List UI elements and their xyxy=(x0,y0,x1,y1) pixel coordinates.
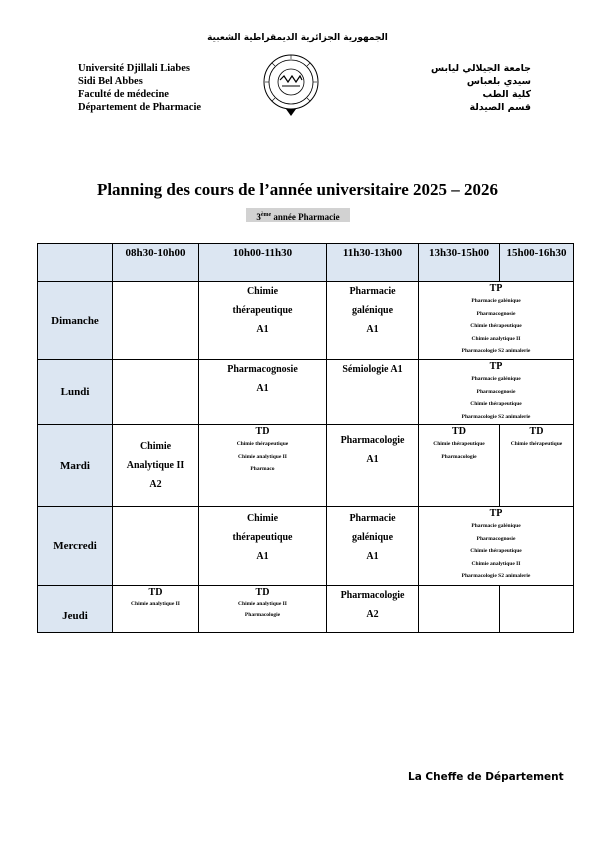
td-item: Pharmaco xyxy=(250,466,275,472)
university-seal-logo xyxy=(258,50,324,118)
td-item: Pharmacologie xyxy=(441,453,477,460)
university-name-ar: جامعة الجيلالي ليابس xyxy=(431,63,531,74)
td-cell xyxy=(113,586,199,633)
tp-item: Chimie thérapeutique xyxy=(470,323,522,329)
tp-item: Pharmacie galénique xyxy=(471,298,521,304)
tp-item: Chimie analytique II xyxy=(471,560,521,567)
city-name-ar: سيدي بلعباس xyxy=(466,76,531,87)
course-room: A1 xyxy=(366,454,379,465)
course-cell xyxy=(327,425,419,507)
slot-header: 08h30-10h00 xyxy=(113,244,199,282)
department-name: Département de Pharmacie xyxy=(78,102,202,113)
td-cell xyxy=(199,586,327,633)
course-line: galénique xyxy=(351,532,394,543)
table-header-row xyxy=(38,244,574,282)
table-row xyxy=(38,282,574,360)
course-line: Chimie xyxy=(246,513,279,524)
day-label: Mardi xyxy=(38,425,113,507)
td-item: Chimie thérapeutique xyxy=(433,441,485,447)
td-item: Chimie thérapeutique xyxy=(510,441,563,447)
tp-label: TP xyxy=(489,361,503,372)
day-label: Jeudi xyxy=(38,586,113,633)
course-line: galénique xyxy=(351,305,394,316)
course-line: Pharmacie xyxy=(349,286,396,297)
tp-item: Pharmacognosie xyxy=(476,388,516,395)
department-name-ar: قسم الصيدلة xyxy=(469,102,531,113)
empty-cell xyxy=(113,360,199,425)
course-room: A2 xyxy=(149,479,162,490)
tp-label: TP xyxy=(489,508,503,519)
slot-header: 11h30-13h00 xyxy=(327,244,419,282)
tp-item: Chimie thérapeutique xyxy=(470,548,522,554)
course-cell xyxy=(199,507,327,586)
empty-cell xyxy=(113,282,199,360)
subtitle-badge xyxy=(246,208,350,222)
td-item: Chimie analytique II xyxy=(131,601,180,607)
td-item: Chimie analytique II xyxy=(238,601,287,607)
tp-item: Pharmacie galénique xyxy=(471,523,521,529)
tp-item: Pharmacognosie xyxy=(476,310,516,317)
course-room: A1 xyxy=(366,324,379,335)
td-label: TD xyxy=(148,587,163,598)
td-label: TD xyxy=(452,426,466,437)
course-line: Chimie xyxy=(246,286,279,297)
tp-item: Pharmacologie S2 animalerie xyxy=(461,413,531,420)
td-label: TD xyxy=(529,426,544,437)
course-room: A1 xyxy=(256,383,269,394)
empty-cell xyxy=(113,507,199,586)
empty-cell xyxy=(500,586,574,633)
course-line: Pharmacologie xyxy=(340,590,405,601)
course-room: A2 xyxy=(366,609,379,620)
tp-cell xyxy=(419,360,574,425)
tp-item: Pharmacologie S2 animalerie xyxy=(461,348,531,354)
day-label: Dimanche xyxy=(38,282,113,360)
td-label: TD xyxy=(255,587,270,598)
course-room: A1 xyxy=(256,551,269,562)
institution-block-ar xyxy=(431,62,531,114)
republic-header: الجمهورية الجزائرية الديمقراطية الشعبية xyxy=(207,33,388,43)
course-cell xyxy=(199,282,327,360)
slot-header: 15h00-16h30 xyxy=(500,244,574,282)
course-room: A1 xyxy=(366,551,379,562)
table-row xyxy=(38,507,574,586)
course-line: Analytique II xyxy=(126,460,185,471)
course-line: Chimie xyxy=(139,441,172,452)
slot-header: 10h00-11h30 xyxy=(199,244,327,282)
course-line: thérapeutique xyxy=(232,305,293,316)
subtitle-num: 3 xyxy=(256,212,261,222)
city-name: Sidi Bel Abbes xyxy=(78,76,143,87)
tp-item: Chimie analytique II xyxy=(471,335,521,342)
td-item: Chimie analytique II xyxy=(238,453,287,460)
institution-block-fr xyxy=(78,62,201,114)
day-label: Mercredi xyxy=(38,507,113,586)
td-item: Pharmacologie xyxy=(244,612,281,618)
course-line: thérapeutique xyxy=(232,532,293,543)
subtitle-rest: année Pharmacie xyxy=(271,212,340,222)
slot-header: 13h30-15h00 xyxy=(419,244,500,282)
subtitle-sup: ème xyxy=(260,212,272,218)
course-line: Pharmacie xyxy=(349,513,396,524)
course-cell xyxy=(327,360,419,425)
corner-cell xyxy=(38,244,113,282)
course-cell xyxy=(327,282,419,360)
tp-label: TP xyxy=(489,283,503,294)
course-cell xyxy=(327,507,419,586)
td-cell xyxy=(419,425,500,507)
course-cell xyxy=(199,360,327,425)
td-cell xyxy=(500,425,574,507)
tp-item: Pharmacognosie xyxy=(476,535,516,542)
empty-cell xyxy=(419,586,500,633)
course-line: Pharmacologie xyxy=(340,435,405,446)
td-item: Chimie thérapeutique xyxy=(236,441,289,447)
course-cell xyxy=(113,425,199,507)
table-row xyxy=(38,360,574,425)
tp-cell xyxy=(419,282,574,360)
course-line: Pharmacognosie xyxy=(227,364,298,375)
td-label: TD xyxy=(255,426,270,437)
td-cell xyxy=(199,425,327,507)
university-name: Université Djillali Liabes xyxy=(78,63,190,74)
course-line: Sémiologie A1 xyxy=(342,364,403,375)
signature-label: La Cheffe de Département xyxy=(408,771,564,783)
faculty-name-ar: كلية الطب xyxy=(482,89,531,100)
schedule-table xyxy=(37,243,574,633)
table-row xyxy=(38,586,574,633)
table-row xyxy=(38,425,574,507)
course-room: A1 xyxy=(256,324,269,335)
page-title: Planning des cours de l’année universitaire 2025 – 2026 xyxy=(96,180,499,199)
tp-cell xyxy=(419,507,574,586)
faculty-name: Faculté de médecine xyxy=(78,89,169,100)
tp-item: Pharmacologie S2 animalerie xyxy=(461,573,531,579)
day-label: Lundi xyxy=(38,360,113,425)
tp-item: Chimie thérapeutique xyxy=(470,401,522,407)
course-cell xyxy=(327,586,419,633)
tp-item: Pharmacie galénique xyxy=(471,376,521,382)
